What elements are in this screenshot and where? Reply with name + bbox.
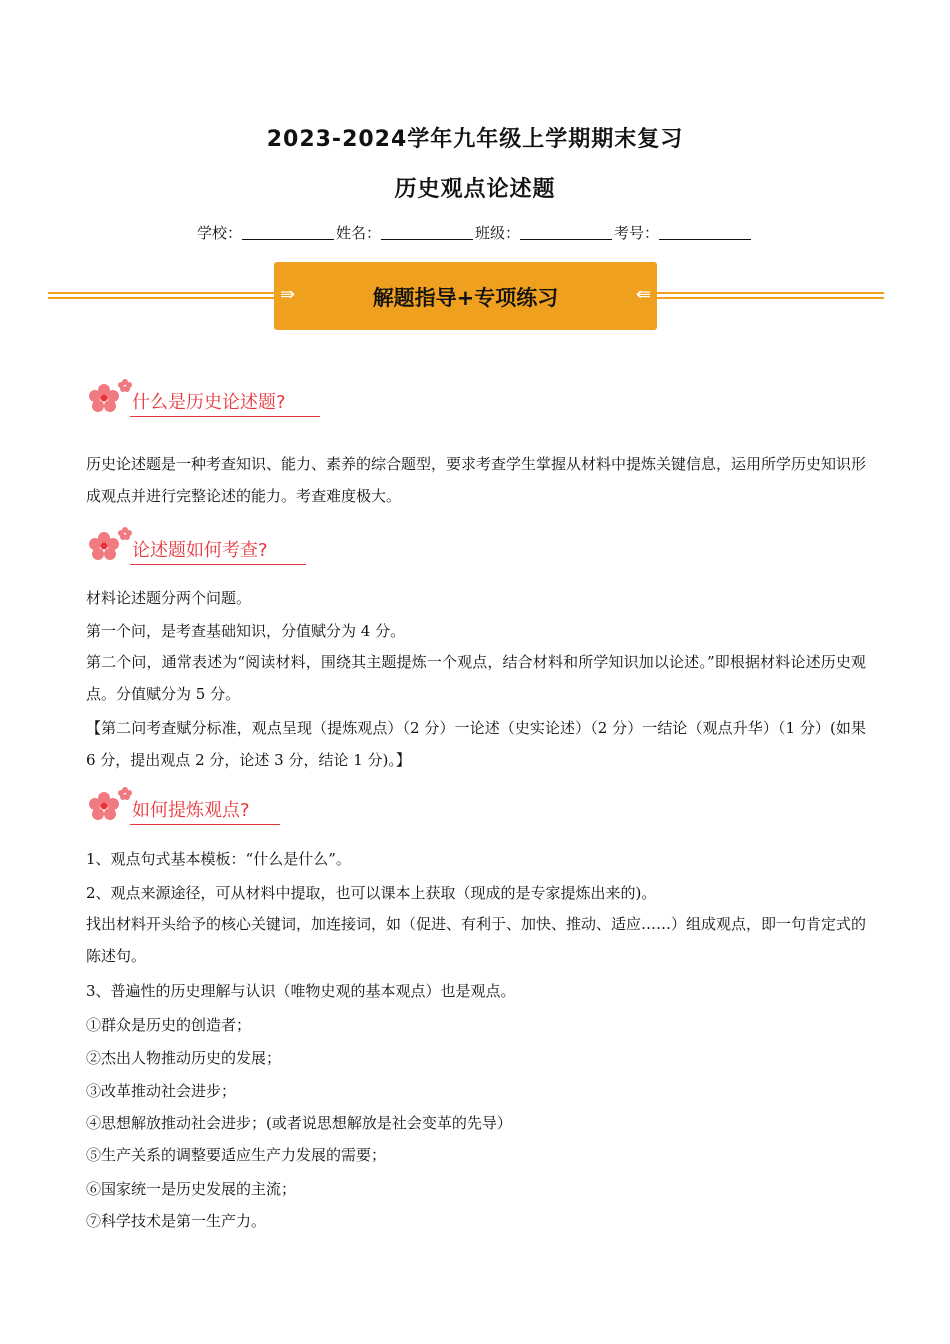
list-item: ③改革推动社会进步； bbox=[86, 1082, 237, 1100]
flower-icon bbox=[86, 526, 136, 568]
section-heading-text: 什么是历史论述题? bbox=[132, 392, 286, 413]
student-info-line bbox=[0, 222, 950, 243]
school-label: 学校： bbox=[196, 224, 242, 242]
text-line: 3、普遍性的历史理解与认识（唯物史观的基本观点）也是观点。 bbox=[86, 982, 516, 1000]
paragraph: 找出材料开头给予的核心关键词，加连接词，如（促进、有利于、加快、推动、适应……）组成观点，即一句肯定式的陈述句。 bbox=[86, 915, 867, 965]
text-line: 材料论述题分两个问题。 bbox=[86, 589, 252, 607]
section-heading-text: 如何提炼观点? bbox=[132, 800, 250, 821]
document-title: 2023-2024学年九年级上学期期末复习 bbox=[266, 127, 684, 152]
class-label: 班级： bbox=[475, 224, 521, 242]
name-blank[interactable] bbox=[381, 225, 473, 240]
double-arrow-right-icon: ⇛ bbox=[280, 284, 296, 305]
list-item: ④思想解放推动社会进步；(或者说思想解放是社会变革的先导） bbox=[86, 1114, 512, 1132]
flower-icon bbox=[86, 786, 136, 828]
banner-right-rule bbox=[656, 292, 884, 301]
section-heading-text: 论述题如何考查? bbox=[132, 540, 268, 561]
name-label: 姓名： bbox=[335, 224, 381, 242]
list-item: ①群众是历史的创造者； bbox=[86, 1016, 252, 1034]
double-arrow-left-icon: ⇚ bbox=[635, 284, 651, 305]
list-item: ⑤生产关系的调整要适应生产力发展的需要； bbox=[86, 1146, 387, 1164]
paragraph: 第二个问，通常表述为“阅读材料，围绕其主题提炼一个观点，结合材料和所学知识加以论述。”即根据材料论述历史观点。分值赋分为 5 分。 bbox=[86, 653, 866, 703]
school-blank[interactable] bbox=[242, 225, 334, 240]
text-line: 第一个问，是考查基础知识，分值赋分为 4 分。 bbox=[86, 622, 406, 640]
text-line: 2、观点来源途径，可从材料中提取，也可以课本上获取（现成的是专家提炼出来的)。 bbox=[86, 884, 657, 902]
number-label: 考号： bbox=[614, 224, 660, 242]
paragraph: 历史论述题是一种考查知识、能力、素养的综合题型，要求考查学生掌握从材料中提炼关键信息，运用所学历史知识形成观点并进行完整论述的能力。考查难度极大。 bbox=[86, 455, 867, 505]
section-banner bbox=[274, 262, 657, 330]
class-blank[interactable] bbox=[520, 225, 612, 240]
document-subtitle: 历史观点论述题 bbox=[394, 177, 556, 202]
list-item: ⑥国家统一是历史发展的主流； bbox=[86, 1180, 297, 1198]
heading-underline bbox=[130, 416, 320, 417]
heading-underline bbox=[130, 824, 280, 825]
list-item: ⑦科学技术是第一生产力。 bbox=[86, 1212, 267, 1230]
number-blank[interactable] bbox=[659, 225, 751, 240]
banner-left-rule bbox=[48, 292, 276, 301]
list-item: ②杰出人物推动历史的发展； bbox=[86, 1049, 282, 1067]
banner-label: 解题指导+专项练习 bbox=[372, 286, 559, 310]
text-line: 1、观点句式基本模板：“什么是什么”。 bbox=[86, 850, 351, 868]
scoring-note: 【第二问考查赋分标准，观点呈现（提炼观点）（2 分）一论述（史实论述）（2 分）一结论（观点升华）（1 分）(如果 6 分，提出观点 2 分，论述 3 分，结论 1 分)。】 bbox=[86, 719, 866, 769]
heading-underline bbox=[130, 564, 306, 565]
flower-icon bbox=[86, 378, 136, 420]
